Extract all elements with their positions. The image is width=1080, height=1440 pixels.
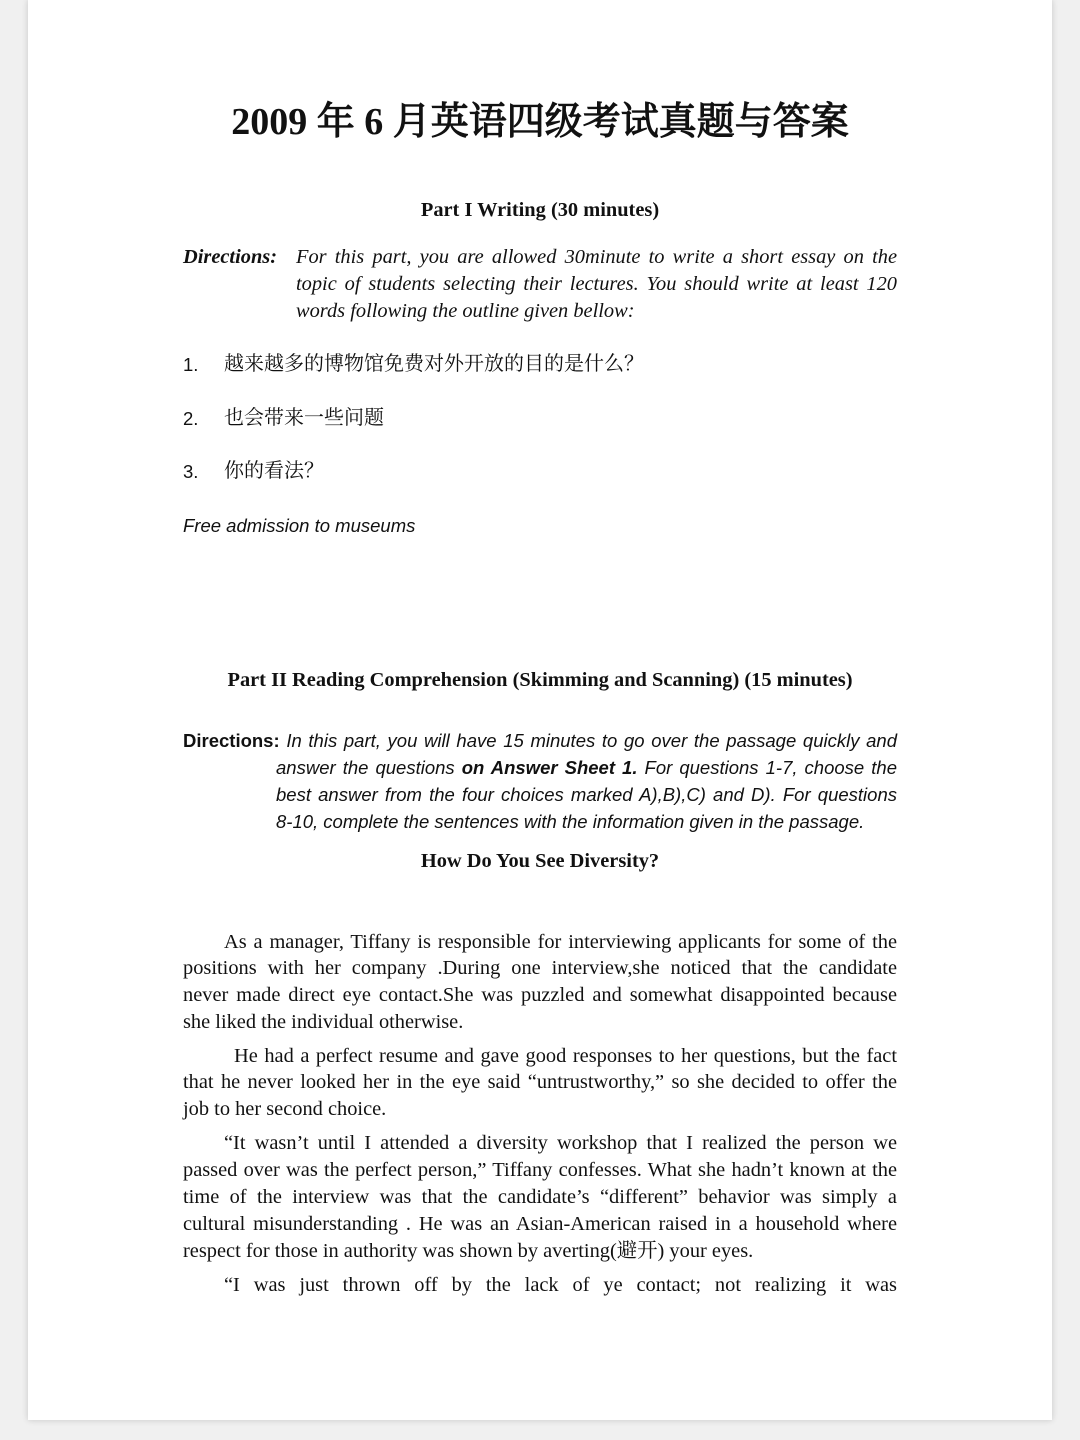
paragraph-line: As a manager, Tiffany is responsible for interviewing applicants for some of the	[224, 930, 897, 953]
paragraph-line: “It wasn’t until I attended a diversity workshop that I realized the person we	[224, 1131, 897, 1154]
document-title: 2009 年 6 月英语四级考试真题与答案	[231, 101, 849, 143]
directions-line: For this part, you are allowed 30minute to write a short essay on the	[296, 245, 897, 268]
essay-title: Free admission to museums	[183, 514, 416, 536]
directions-line: best answer from the four choices marked A),B),C) and D). For questions	[276, 783, 897, 805]
part1-heading: Part I Writing (30 minutes)	[420, 198, 660, 221]
outline-number: 2.	[183, 407, 199, 429]
part2-directions-label: Directions:	[183, 729, 280, 751]
part2-heading: Part II Reading Comprehension (Skimming and Scanning) (15 minutes)	[227, 668, 853, 691]
paragraph-line: passed over was the perfect person,” Tiffany confesses. What she hadn’t known at the	[183, 1158, 897, 1181]
answer-sheet-emphasis: on Answer Sheet 1.	[461, 756, 638, 778]
passage-paragraph	[183, 1130, 897, 1265]
passage-title: How Do You See Diversity?	[420, 849, 660, 872]
paragraph-line: He had a perfect resume and gave good responses to her questions, but the fact	[234, 1044, 897, 1067]
outline-text: 越来越多的博物馆免费对外开放的目的是什么？	[224, 352, 644, 375]
paragraph-line: respect for those in authority was shown by averting(避开) your eyes.	[183, 1239, 754, 1262]
paragraph-line: positions with her company .During one interview,she noticed that the candidate	[183, 957, 897, 980]
document-page	[28, 0, 1052, 1420]
outline-number: 3.	[183, 460, 199, 482]
paragraph-line: time of the interview was that the candidate’s “different” behavior was simply a	[183, 1185, 897, 1208]
outline-text: 也会带来一些问题	[224, 406, 384, 429]
outline-item	[183, 405, 897, 432]
paragraph-line: that he never looked her in the eye said “untrustworthy,” so she decided to offer the	[183, 1071, 897, 1093]
directions-text: For questions 1-7, choose the	[644, 756, 897, 778]
passage-paragraph	[183, 929, 897, 1036]
passage-paragraph	[183, 1043, 897, 1123]
paragraph-line: never made direct eye contact.She was puzzled and somewhat disappointed because	[183, 983, 897, 1006]
outline-number: 1.	[183, 353, 199, 375]
directions-line: 8-10, complete the sentences with the information given in the passage.	[276, 810, 865, 832]
paragraph-line: cultural misunderstanding . He was an Asian-American raised in a household where	[183, 1212, 897, 1235]
directions-text: In this part, you will have 15 minutes to go over the passage quickly and	[286, 729, 897, 751]
paragraph-line: “I was just thrown off by the lack of ye contact; not realizing it was	[224, 1273, 897, 1296]
part1-directions	[183, 244, 897, 325]
outline-text: 你的看法？	[224, 459, 324, 482]
outline-item	[183, 351, 897, 378]
outline-item	[183, 458, 897, 485]
paragraph-line: she liked the individual otherwise.	[183, 1010, 464, 1033]
directions-text: answer the questions	[276, 756, 455, 778]
directions-line: words following the outline given bellow:	[296, 299, 635, 322]
directions-line: topic of students selecting their lectures. You should write at least 120	[296, 272, 897, 295]
paragraph-line: job to her second choice.	[183, 1097, 387, 1120]
directions-line	[276, 754, 897, 781]
directions-line	[183, 727, 897, 754]
part1-directions-label: Directions:	[183, 245, 278, 268]
part1-directions-text	[296, 244, 897, 325]
part2-directions	[183, 727, 897, 835]
passage-paragraph	[183, 1272, 897, 1299]
